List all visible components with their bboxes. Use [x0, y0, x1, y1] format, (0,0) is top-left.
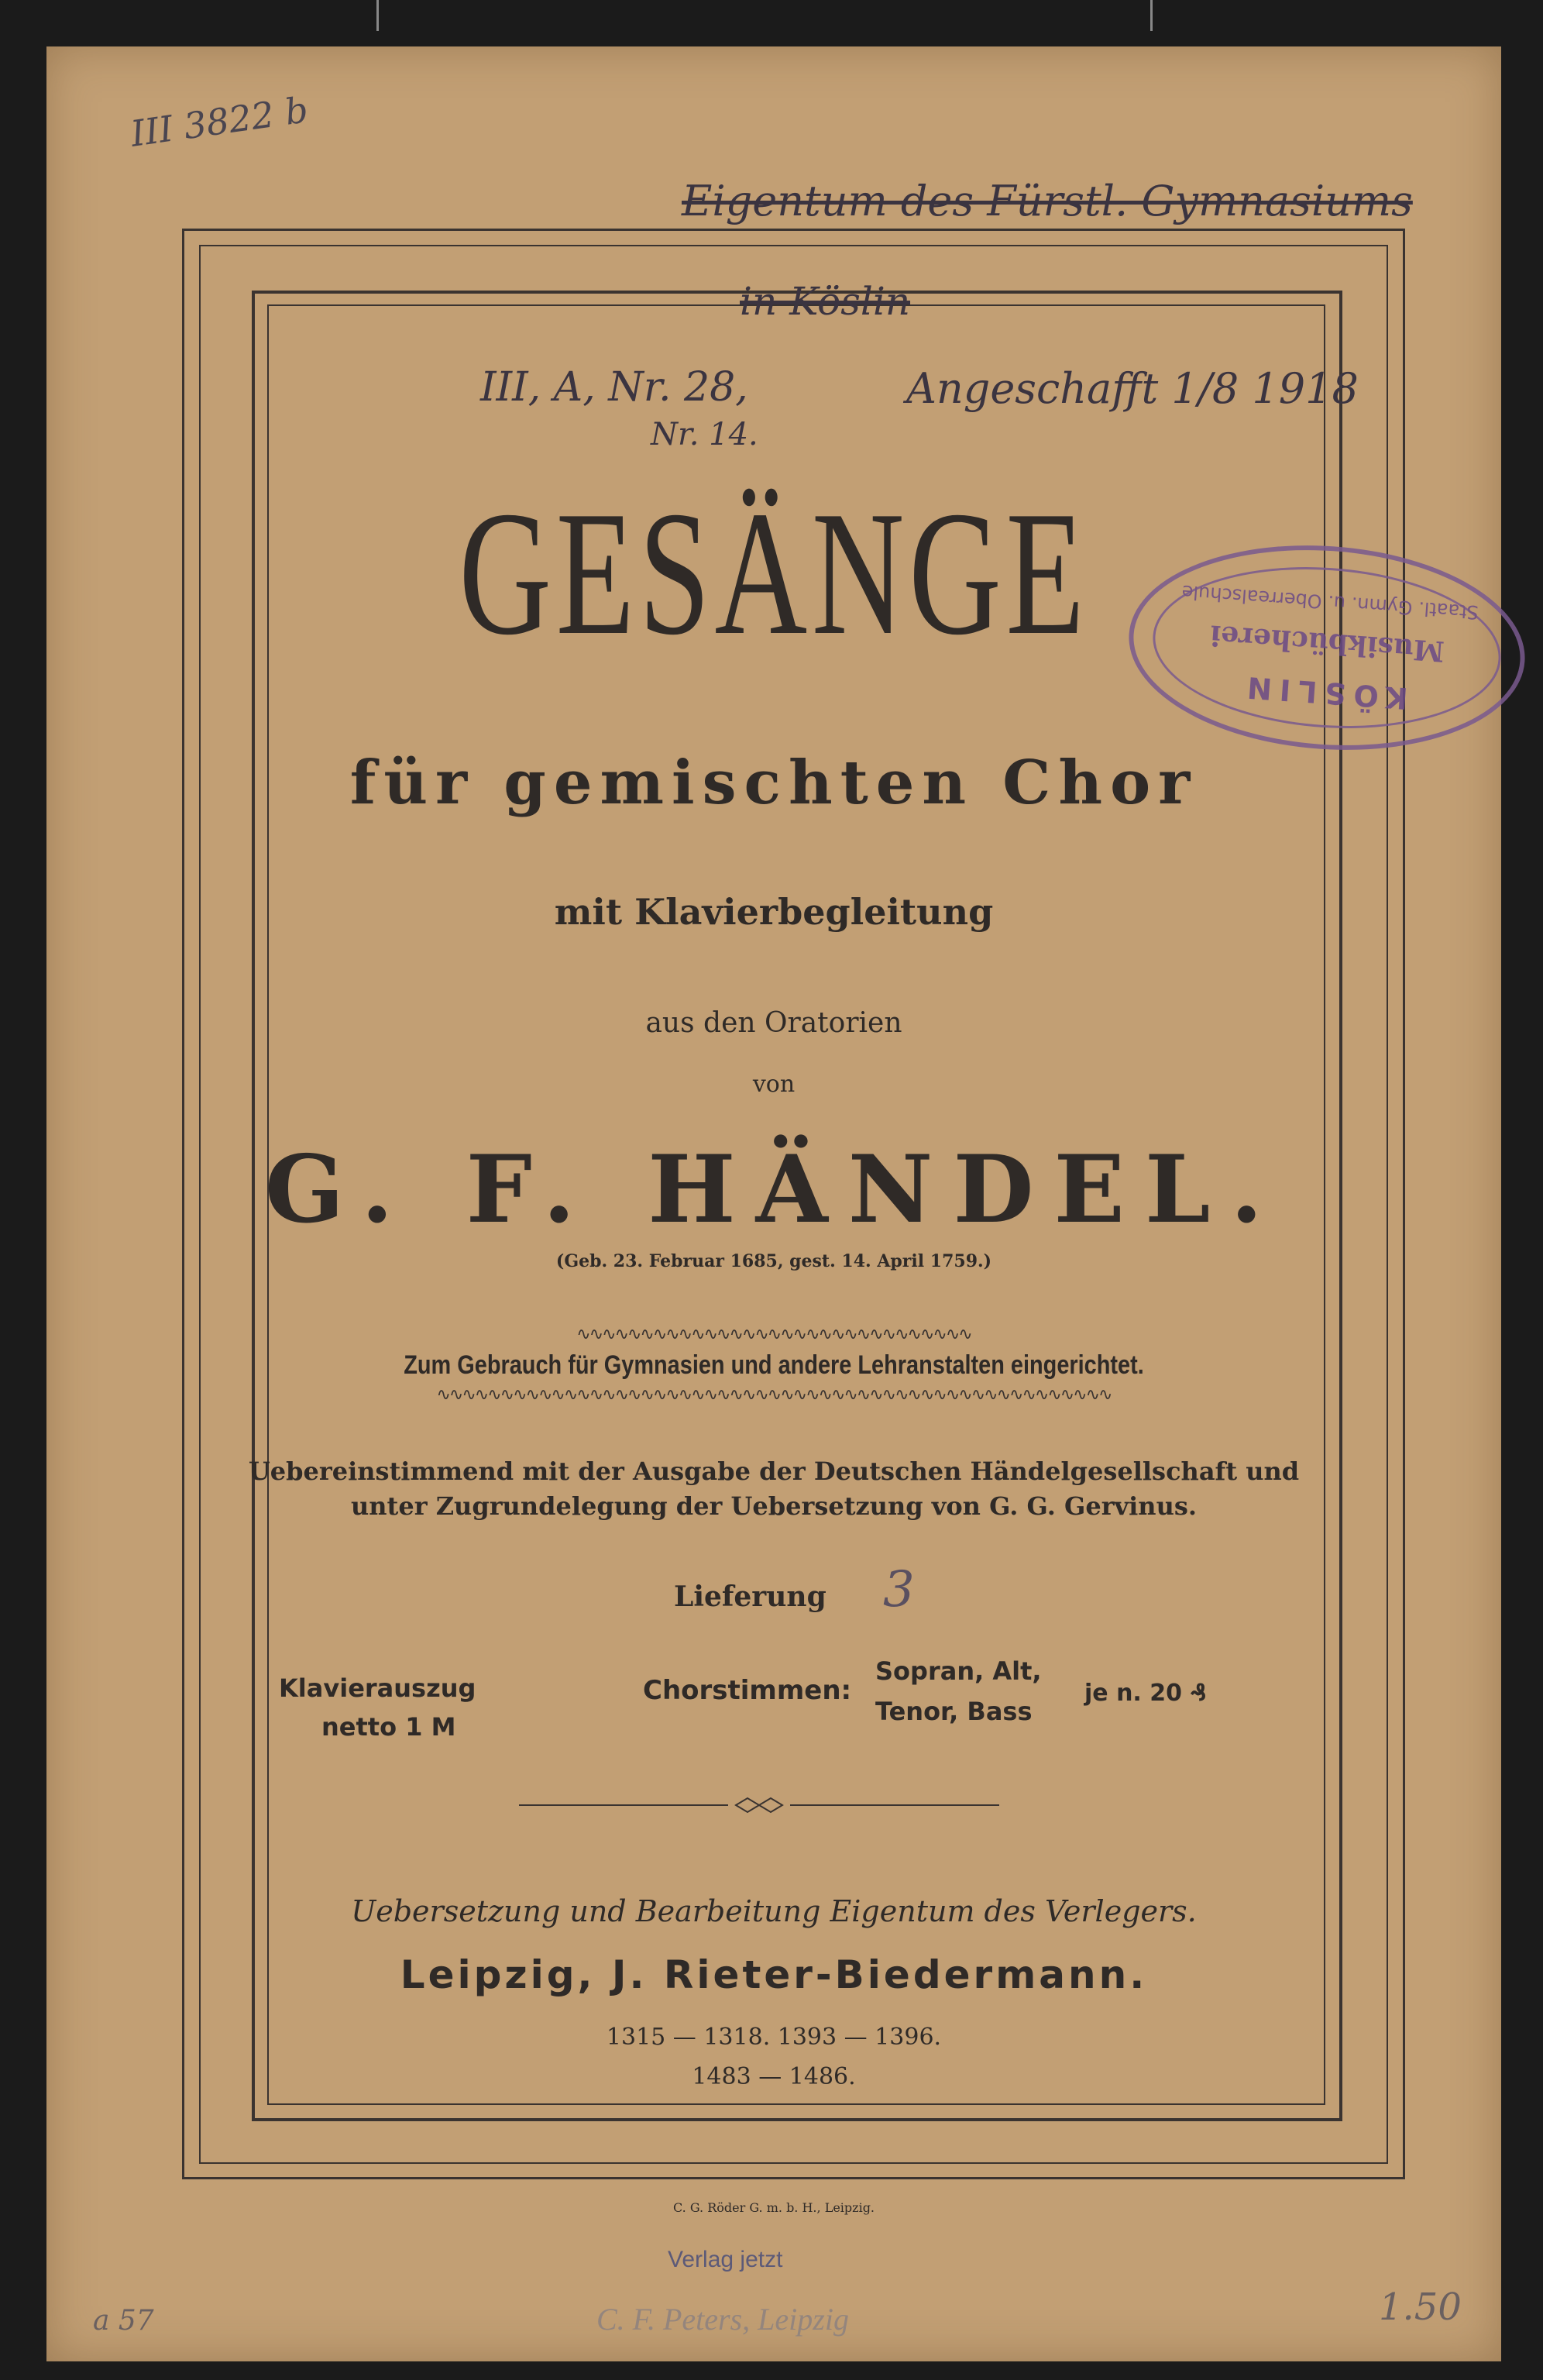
voices-line-2: Tenor, Bass	[875, 1697, 1033, 1726]
voices-line-1: Sopran, Alt,	[875, 1656, 1042, 1686]
plate-numbers-1: 1315 — 1318. 1393 — 1396.	[606, 2024, 942, 2051]
stamp-library: Musikbücherei	[1208, 618, 1445, 668]
lieferung-number: 3	[883, 1561, 915, 1618]
edition-note-2: unter Zugrundelegung der Uebersetzung von G. G. Gervinus.	[351, 1491, 1197, 1521]
scan-edge-mark	[376, 0, 379, 31]
ownership-note-place: in Köslin	[740, 279, 911, 324]
catalog-reference: III, A, Nr. 28,	[480, 364, 748, 411]
cover-page	[46, 46, 1501, 2361]
later-publisher-stamp-line2: C. F. Peters, Leipzig	[596, 2302, 849, 2337]
title: GESÄNGE	[459, 474, 1089, 672]
printer-imprint: C. G. Röder G. m. b. H., Leipzig.	[672, 2200, 875, 2215]
dedication: Zum Gebrauch für Gymnasien und andere Lehranstalten eingerichtet.	[404, 1350, 1144, 1380]
pencil-note-left: a 57	[93, 2305, 154, 2337]
composer-name: G. F. HÄNDEL.	[264, 1135, 1284, 1244]
publisher: Leipzig, J. Rieter-Biedermann.	[400, 1952, 1148, 1997]
accompaniment: mit Klavierbegleitung	[554, 891, 994, 933]
composer-dates: (Geb. 23. Februar 1685, gest. 14. April 1759.)	[555, 1251, 992, 1271]
edition-note-1: Uebereinstimmend mit der Ausgabe der Deutschen Händelgesellschaft und	[248, 1457, 1300, 1486]
source-line: aus den Oratorien	[645, 1007, 902, 1039]
divider-ornament	[519, 1794, 999, 1817]
ownership-note: Eigentum des Fürstl. Gymnasiums	[682, 177, 1413, 225]
stamp-school: Staatl. Gymn. u. Oberrealschule	[1180, 580, 1479, 624]
subtitle: für gemischten Chor	[349, 748, 1198, 818]
piano-score-price: netto 1 M	[321, 1712, 456, 1742]
catalog-reference-number: Nr. 14.	[651, 417, 758, 452]
pencil-note-right: 1.50	[1379, 2285, 1462, 2329]
piano-score-label: Klavierauszug	[279, 1673, 476, 1703]
stamp-city: KÖSLIN	[1238, 669, 1410, 716]
wavy-ornament-bottom: ∿∿∿∿∿∿∿∿∿∿∿∿∿∿∿∿∿∿∿∿∿∿∿∿∿∿∿∿∿∿∿∿∿∿∿∿∿∿∿∿∿∿∿∿∿∿∿∿∿∿∿∿∿	[436, 1385, 1112, 1405]
by-line: von	[752, 1071, 796, 1098]
wavy-ornament-top: ∿∿∿∿∿∿∿∿∿∿∿∿∿∿∿∿∿∿∿∿∿∿∿∿∿∿∿∿∿∿∿	[576, 1325, 971, 1344]
shelfmark: III 3822 b	[128, 88, 311, 155]
plate-numbers-2: 1483 — 1486.	[692, 2063, 856, 2090]
acquisition-note: Angeschafft 1/8 1918	[906, 364, 1359, 413]
chorus-parts-label: Chorstimmen:	[643, 1675, 852, 1706]
lieferung-label: Lieferung	[674, 1580, 826, 1613]
later-publisher-stamp-line1: Verlag jetzt	[668, 2247, 783, 2272]
scan-edge-mark	[1150, 0, 1153, 31]
voices-price: je n. 20 ₰	[1084, 1680, 1207, 1707]
rights-notice: Uebersetzung und Bearbeitung Eigentum des Verlegers.	[351, 1894, 1197, 1928]
